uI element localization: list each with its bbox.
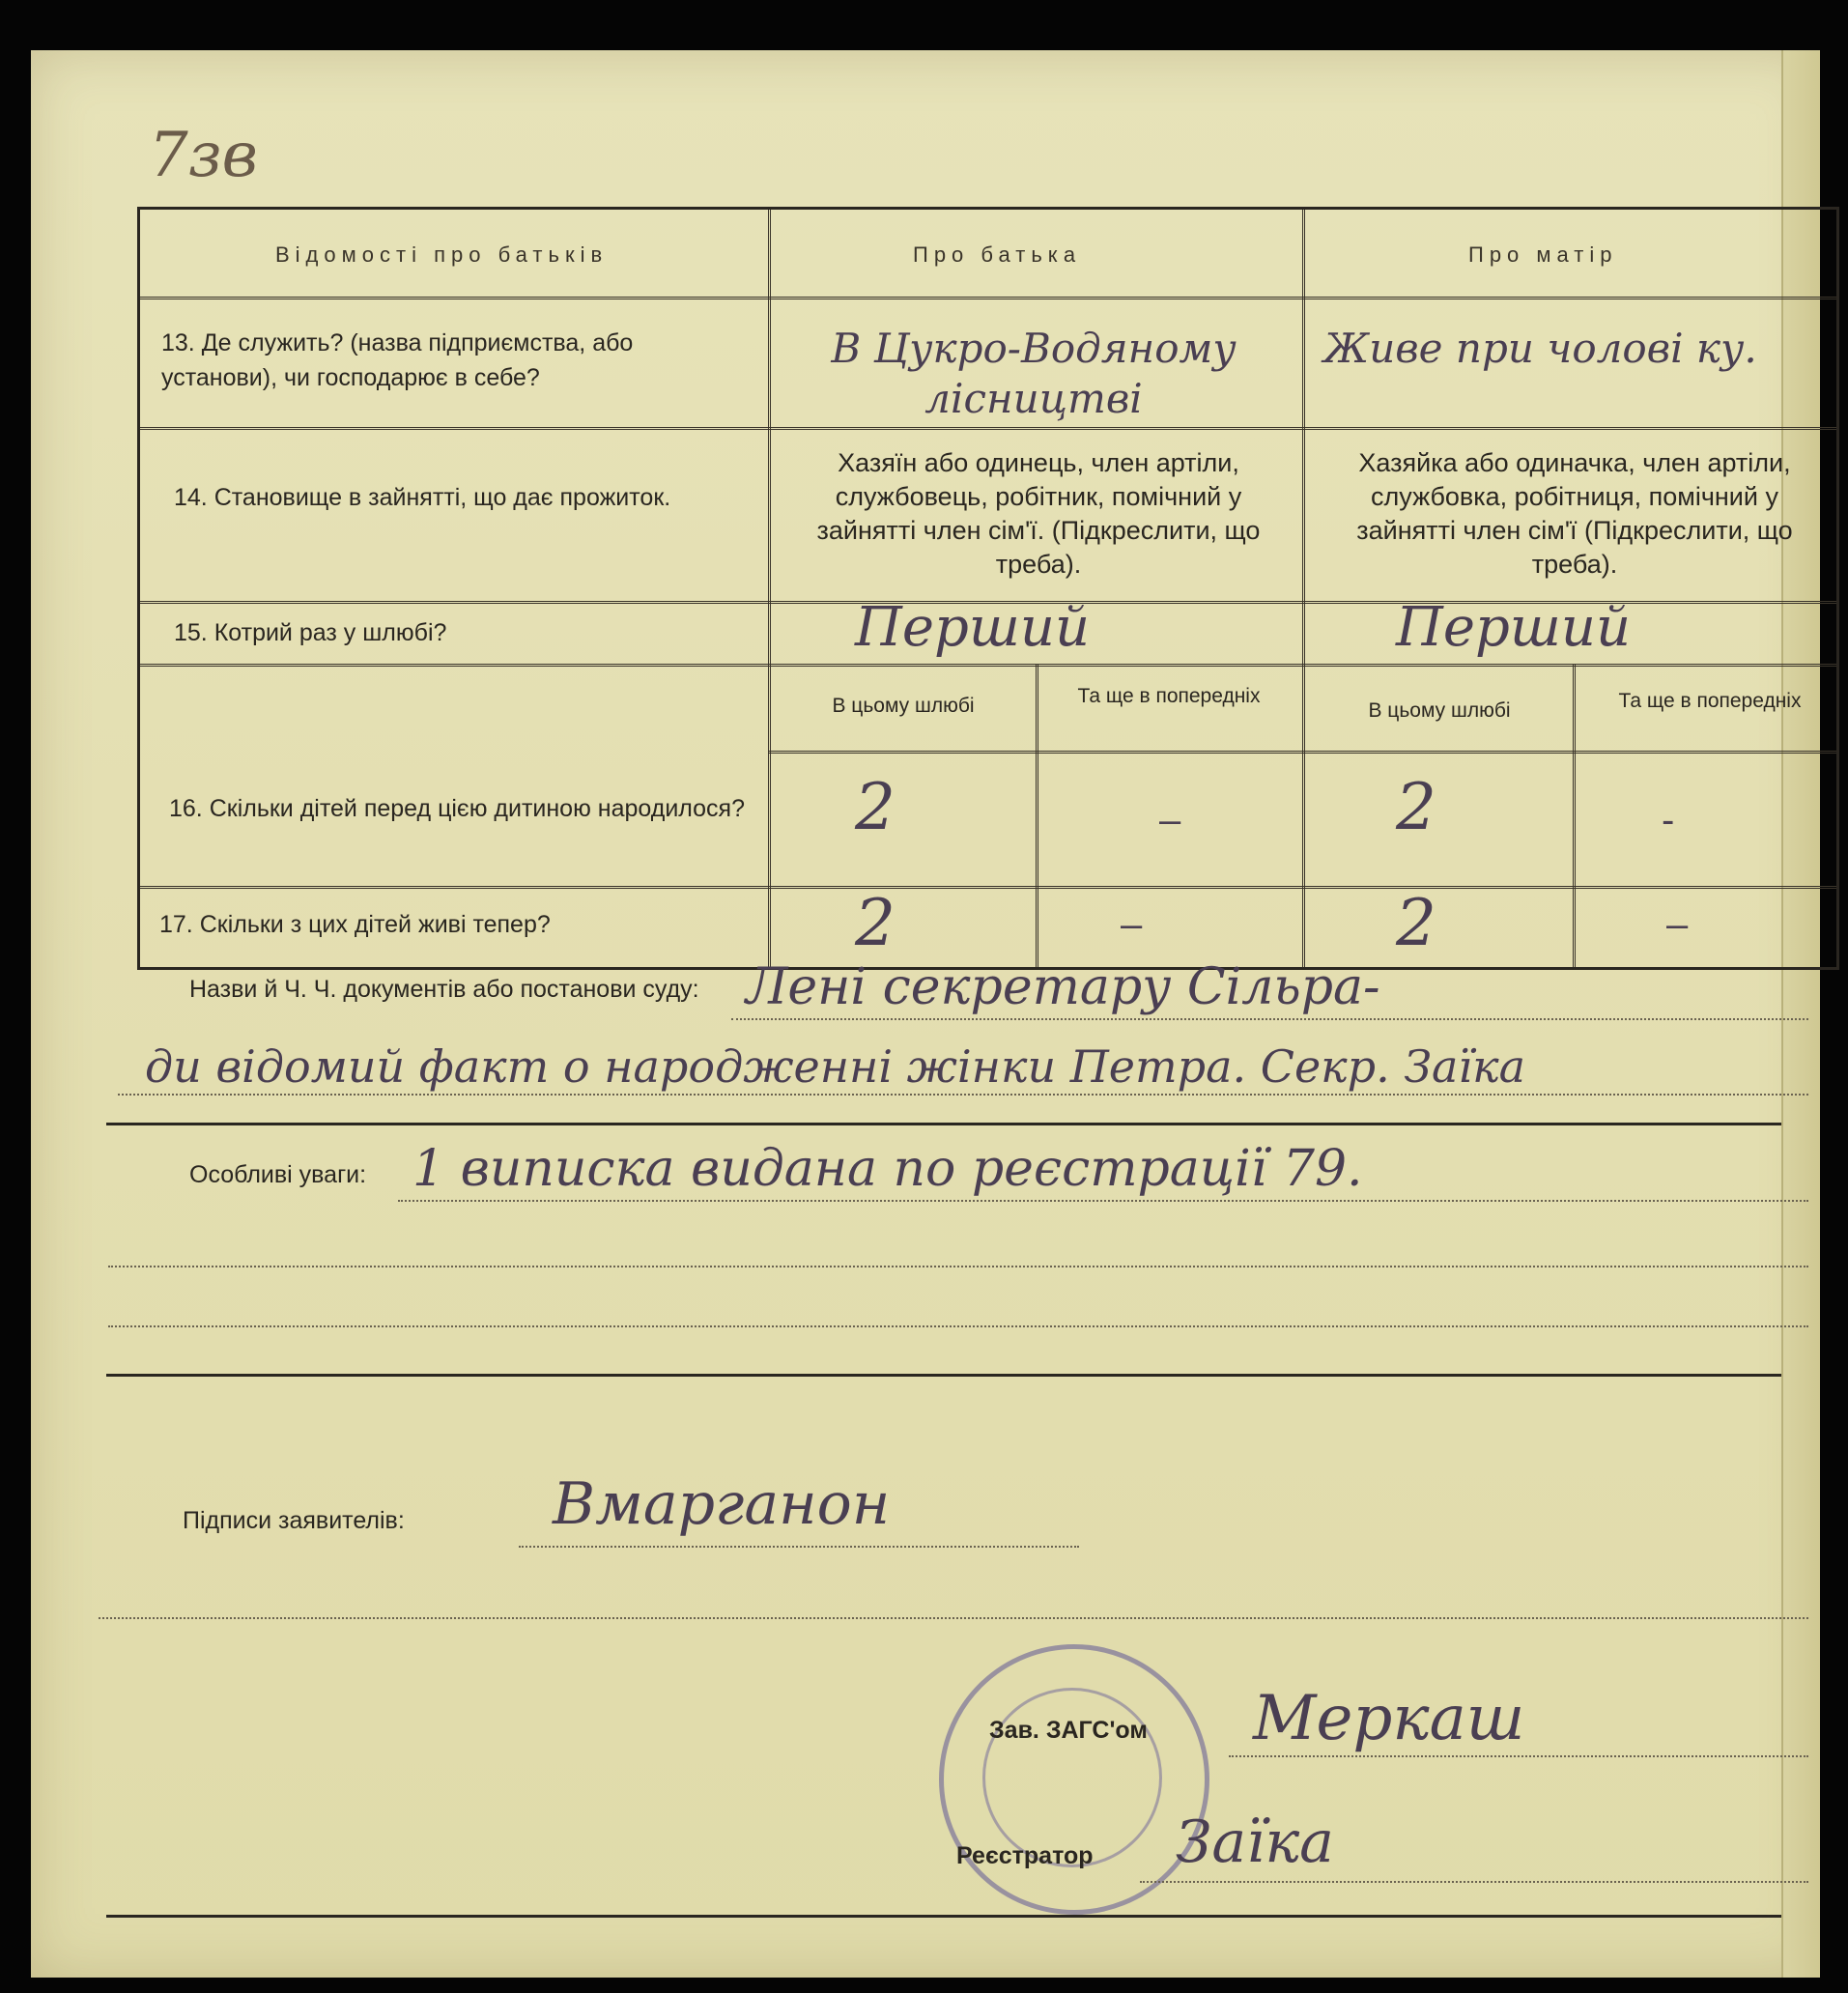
- q13-mother-answer: Живе при чолові ку.: [1323, 325, 1757, 372]
- dotted-line: [1140, 1881, 1808, 1883]
- zags-head-signature: Меркаш: [1253, 1683, 1525, 1754]
- document-page: [31, 50, 1820, 1978]
- parents-info-table: [137, 207, 1839, 970]
- registrar-signature: Заїка: [1176, 1808, 1334, 1876]
- q17-mother-this: 2: [1396, 886, 1436, 960]
- dotted-line: [99, 1617, 1808, 1619]
- subhead-mother-prev: Та ще в попередніх: [1618, 690, 1802, 712]
- q16-label: 16. Скільки дітей перед цією дитиною народилося?: [169, 795, 745, 822]
- q15-father-answer: Перший: [855, 596, 1091, 659]
- q17-label: 17. Скільки з цих дітей живі тепер?: [159, 911, 551, 938]
- q17-father-prev: –: [1121, 903, 1143, 946]
- remarks-handwritten: 1 виписка видана по реєстрації 79.: [412, 1140, 1363, 1198]
- q14-mother-options: Хазяйка або одиначка, член артіли, службовка, робітниця, помічний у зайнятті член сім'ї (Підкреслити, що треба).: [1356, 448, 1793, 579]
- dotted-line: [519, 1546, 1079, 1548]
- documents-handwritten-line2: ди відомий факт о народженні жінки Петра. Секр. Заїка: [145, 1040, 1526, 1093]
- section-rule: [106, 1915, 1781, 1918]
- zags-head-label: Зав. ЗАГС'ом: [989, 1717, 1148, 1744]
- table-rule: [140, 297, 1836, 299]
- remarks-label: Особливі уваги:: [189, 1161, 367, 1188]
- section-rule: [106, 1123, 1781, 1125]
- q17-mother-prev: –: [1666, 903, 1689, 946]
- section-rule: [106, 1374, 1781, 1377]
- subhead-father-this: В цьому шлюбі: [832, 695, 975, 717]
- q17-father-this: 2: [855, 886, 896, 960]
- subhead-mother-this: В цьому шлюбі: [1368, 699, 1511, 722]
- header-mother: Про матір: [1468, 242, 1618, 267]
- header-father: Про батька: [913, 242, 1082, 267]
- official-stamp: [939, 1644, 1209, 1915]
- registrar-label: Реєстратор: [956, 1842, 1094, 1869]
- q14-label: 14. Становище в зайнятті, що дає прожиток.: [174, 484, 671, 511]
- table-col-divider: [1573, 664, 1576, 967]
- q15-label: 15. Котрий раз у шлюбі?: [174, 619, 447, 646]
- dotted-line: [118, 1094, 1808, 1096]
- table-col-divider: [1036, 664, 1038, 967]
- table-rule: [140, 886, 1836, 889]
- documents-label: Назви й Ч. Ч. документів або постанови суду:: [189, 976, 699, 1003]
- dotted-line: [108, 1266, 1808, 1267]
- header-info: Відомості про батьків: [275, 242, 609, 267]
- subhead-father-prev: Та ще в попередніх: [1077, 685, 1261, 707]
- table-rule: [140, 664, 1836, 667]
- table-rule: [140, 427, 1836, 430]
- q16-father-prev: –: [1159, 799, 1181, 841]
- q13-label: 13. Де служить? (назва підприємства, або установи), чи господарює в себе?: [161, 329, 634, 391]
- page-number-handwritten: 7зв: [149, 120, 258, 191]
- dotted-line: [108, 1325, 1808, 1327]
- dotted-line: [1229, 1755, 1808, 1757]
- documents-handwritten-line1: Лені секретару Сільра-: [746, 958, 1380, 1016]
- dotted-line: [398, 1200, 1808, 1202]
- q16-mother-prev: -: [1662, 799, 1675, 841]
- q16-mother-this: 2: [1396, 770, 1436, 844]
- applicants-signature: Вмарганон: [553, 1470, 891, 1538]
- table-col-divider: [768, 210, 771, 967]
- dotted-line: [731, 1018, 1808, 1020]
- applicants-signature-label: Підписи заявителів:: [183, 1507, 405, 1534]
- q13-father-answer: В Цукро-Водяному лісництві: [831, 325, 1237, 422]
- q15-mother-answer: Перший: [1396, 596, 1632, 659]
- q16-father-this: 2: [855, 770, 896, 844]
- table-col-divider: [1302, 210, 1305, 967]
- q14-father-options: Хазяїн або одинець, член артіли, службовець, робітник, помічний у зайнятті член сім'ї. (Підкреслити, що треба).: [816, 448, 1261, 579]
